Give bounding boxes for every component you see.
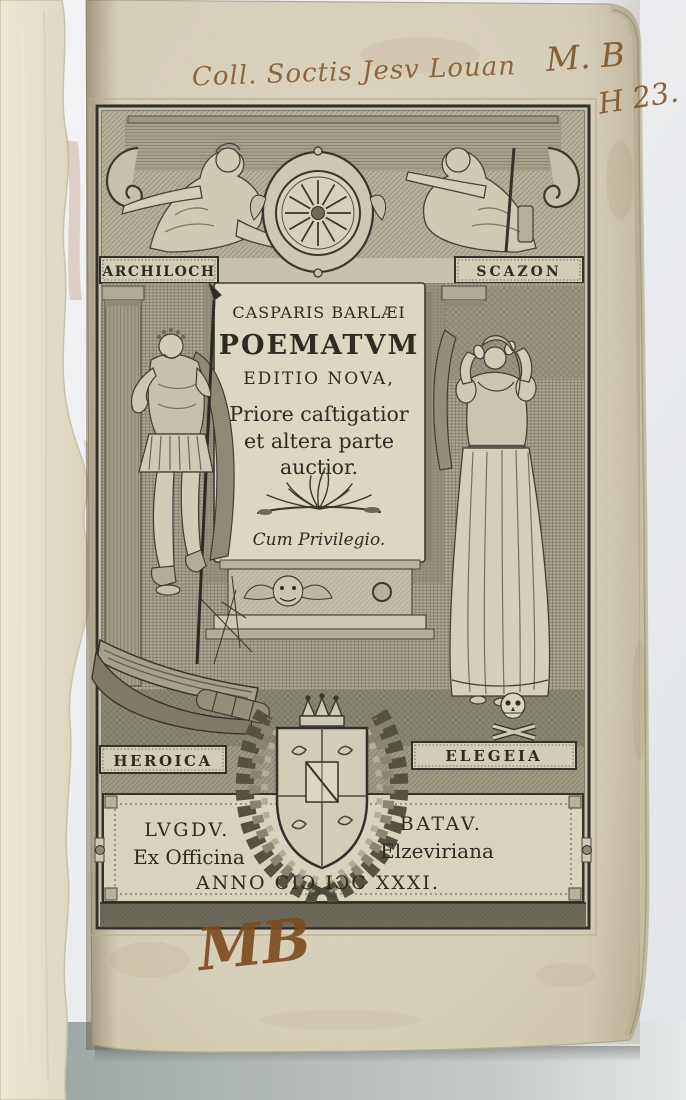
torso-cuirass (148, 354, 204, 434)
ownership-inscription: Coll. Soctis Jesv Louan (191, 51, 517, 93)
banner-scazon-label: SCAZON (476, 264, 562, 280)
coronet (300, 694, 344, 726)
plaque-corner (569, 796, 581, 808)
cartouche-curl-top (314, 147, 322, 155)
grotesque-mask-pedestal (206, 560, 434, 639)
banner-archiloch-label: ARCHILOCH (102, 264, 216, 280)
boot-left (151, 566, 176, 586)
tablet-shadow-edge (425, 292, 432, 560)
pedestal-step-2 (206, 629, 434, 639)
title-tablet (214, 283, 432, 562)
subtitle-line-1: Priore caſtigatior (229, 402, 409, 426)
frieze-molding (128, 116, 558, 123)
author-line: CASPARIS BARLÆI (232, 303, 406, 322)
imprint-year: ANNO CIƆ IƆC XXXI. (196, 872, 440, 894)
middle-niche (92, 283, 584, 746)
pedestal-scroll (373, 583, 391, 601)
subtitle-line-3: auctior. (279, 455, 359, 479)
edition-line: EDITIO NOVA, (243, 369, 395, 389)
privilege-line: Cum Privilegio. (252, 530, 386, 550)
shelfmark-number: H 23. (595, 74, 681, 121)
foot (156, 585, 180, 595)
monogram-mb: MB (194, 904, 315, 985)
banner-elegeia (412, 742, 576, 769)
pedestal-step-1 (214, 615, 426, 629)
plaque-ear-left (95, 838, 105, 862)
plaque-corner (105, 796, 117, 808)
banner-archiloch (100, 257, 218, 283)
subtitle-line-2: et altera parte (243, 429, 395, 453)
poet-head (446, 148, 470, 172)
imprint-place-right: BATAV. (399, 813, 483, 835)
arrow-hub (312, 207, 325, 220)
cartouche-curl-bottom (314, 269, 322, 277)
banner-heroica (100, 746, 226, 773)
warrior-head (159, 334, 183, 358)
owner-initials: M. B (544, 34, 627, 79)
foot-left (470, 696, 486, 704)
bottom-frame-band (100, 903, 586, 928)
top-frieze (100, 111, 584, 283)
plaque-corner (569, 888, 581, 900)
mourner-head (484, 347, 506, 369)
plaque-ear-right (582, 838, 592, 862)
banner-heroica-label: HEROICA (113, 752, 213, 770)
banner-elegeia-label: ELEGEIA (445, 747, 543, 765)
title-line: POEMATVM (218, 330, 420, 361)
plaque-corner (105, 888, 117, 900)
poet-head (216, 148, 240, 172)
lantern (518, 206, 533, 242)
banner-scazon (455, 257, 583, 283)
leg-left (153, 472, 174, 568)
pilaster-left (102, 286, 144, 686)
imprint-office-left: Ex Officina (133, 845, 245, 869)
engraved-title-plate (90, 99, 596, 935)
imprint-place-left: LVGDV. (144, 819, 230, 841)
imprint-office-right: Elzeviriana (380, 839, 494, 863)
